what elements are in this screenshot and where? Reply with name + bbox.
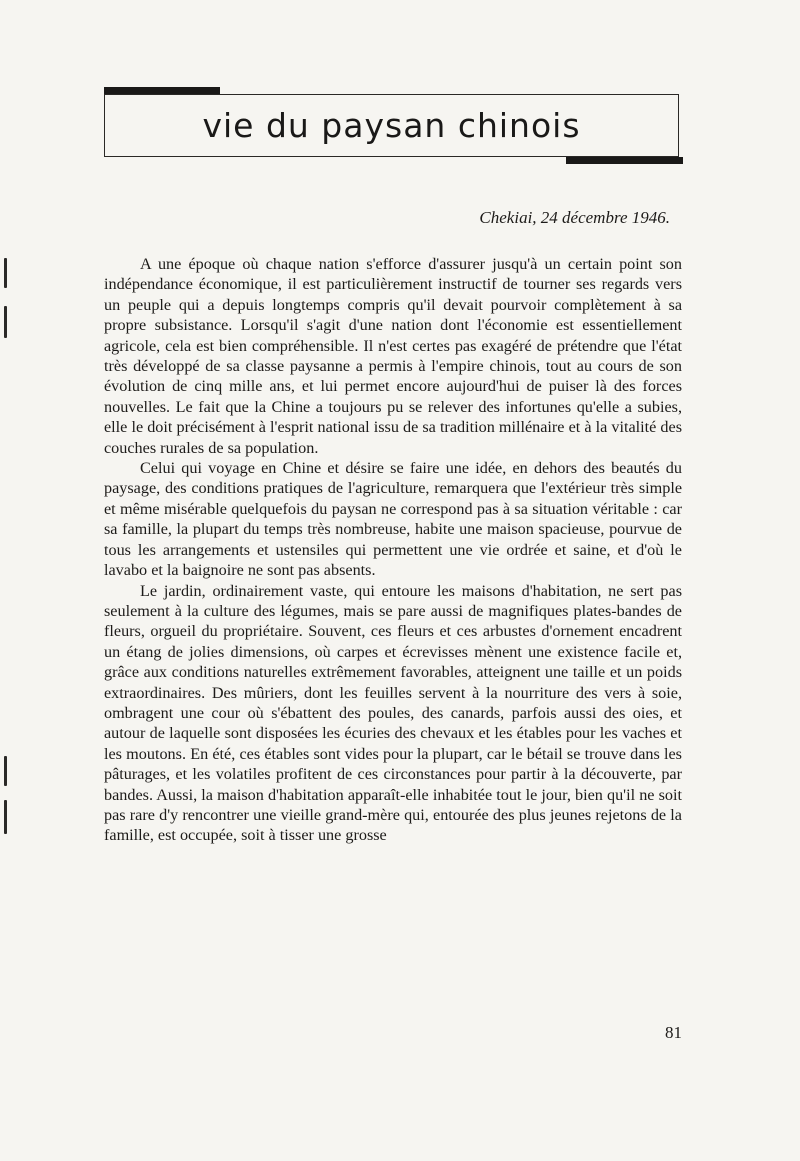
scan-margin-mark bbox=[4, 756, 7, 786]
paragraph-1: A une époque où chaque nation s'efforce d'assurer jusqu'à un certain point son indépendance économique, il est particulièrement instructif de tourner ses regards vers un peuple qui a depuis longtemps compris qu'il devait pourvoir complètement à sa propre subsistance. Lorsqu'il s'agit d'une nation dont l'économie est essentiellement agricole, cela est bien compréhensible. Il n'est certes pas exagéré de prétendre que l'état très développé de sa classe paysanne a permis à l'empire chinois, tout au cours de son évolution de cinq mille ans, et lui permet encore aujourd'hui de puiser là des forces nouvelles. Le fait que la Chine a toujours pu se relever des infortunes qu'elle a subies, elle le doit précisément à l'esprit national issu de sa tradition millénaire et à la vitalité des couches rurales de sa population. bbox=[104, 255, 682, 457]
scan-margin-mark bbox=[4, 258, 7, 288]
title-rule-bottom bbox=[566, 157, 683, 164]
title-rule-top bbox=[104, 87, 220, 94]
paragraph-3: Le jardin, ordinairement vaste, qui entoure les maisons d'habitation, ne sert pas seulement à la culture des légumes, mais se pare aussi de magnifiques plates-bandes de fleurs, orgueil du propriétaire. Souvent, ces fleurs et ces arbustes d'ornement encadrent un étang de jolies dimensions, où carpes et écrevisses mènent une existence facile et, grâce aux conditions naturelles extrêmement favorables, atteignent une taille et un poids extraordinaires. Des mûriers, dont les feuilles servent à la nourriture des vers à soie, ombragent une cour où s'ébattent des poules, des canards, parfois aussi des oies, et autour de laquelle sont disposées les écuries des chevaux et les étables pour les vaches et les moutons. En été, ces étables sont vides pour la plupart, car le bétail se trouve dans les pâturages, et les volatiles profitent de ces circonstances pour partir à la découverte, par bandes. Aussi, la maison d'habitation apparaît-elle inhabitée tout le jour, bien qu'il ne soit pas rare d'y rencontrer une vieille grand-mère qui, entourée des plus jeunes rejetons de la famille, est occupée, soit à tisser une grosse bbox=[104, 581, 682, 845]
scan-margin-mark bbox=[4, 306, 7, 338]
title-box bbox=[104, 94, 679, 157]
dateline: Chekiai, 24 décembre 1946. bbox=[479, 208, 670, 227]
page-title: vie du paysan chinois bbox=[202, 106, 581, 145]
article-body bbox=[104, 254, 682, 846]
scan-margin-mark bbox=[4, 800, 7, 834]
paragraph-2: Celui qui voyage en Chine et désire se faire une idée, en dehors des beautés du paysage, des conditions pratiques de l'agriculture, remarquera que l'extérieur très simple et même misérable quelquefois du paysan ne correspond pas à sa situation véritable : car sa famille, la plupart du temps très nombreuse, habite une maison spacieuse, pourvue de tous les arrangements et ustensiles qui permettent une vie ordrée et saine, et d'où le lavabo et la baignoire ne sont pas absents. bbox=[104, 459, 682, 580]
page-number: 81 bbox=[665, 1023, 682, 1042]
